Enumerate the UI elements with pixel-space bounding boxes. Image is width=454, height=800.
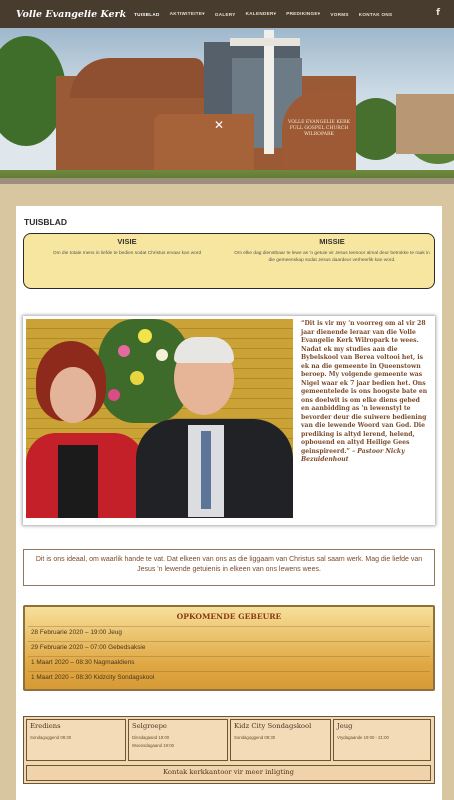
ideal-statement: Dit is ons ideaal, om waarlik hande te vat. Dat elkeen van ons as die liggaam van Christus sal saam werk. Mag die liefde van Jesus 'n lewende getuienis in elkeen van ons lewens wees. bbox=[35, 556, 423, 573]
church-sign bbox=[288, 120, 350, 138]
service-time: Dinsdagaand 19:00 bbox=[132, 735, 170, 740]
chevron-down-icon: ▾ bbox=[273, 11, 277, 16]
service-time: Woensdagaand 19:00 bbox=[132, 743, 174, 748]
flower bbox=[156, 349, 168, 361]
neighbor-building bbox=[396, 94, 454, 154]
service-title: Erediens bbox=[30, 722, 61, 730]
service-title: Selgroepe bbox=[132, 722, 167, 730]
woman-face bbox=[50, 367, 96, 423]
event-item[interactable]: 1 Maart 2020 – 08:30 Nagmaaldiens bbox=[31, 659, 135, 666]
flower bbox=[138, 329, 152, 343]
service-kidz-city bbox=[230, 719, 331, 761]
site-logo[interactable]: Volle Evangelie Kerk bbox=[16, 8, 127, 20]
pastor-feature bbox=[23, 316, 435, 525]
dove-fish-emblem-icon: ✕ bbox=[213, 118, 225, 132]
nav-item-label: PREDIKINGE bbox=[286, 11, 318, 16]
events-title: OPKOMENDE GEBEURE bbox=[176, 612, 282, 621]
main-content bbox=[16, 206, 442, 800]
ideal-statement-box bbox=[23, 549, 435, 586]
cross-icon bbox=[264, 30, 274, 154]
vision-column bbox=[30, 237, 224, 257]
service-time: Sondagoggend 08:30 bbox=[30, 735, 72, 740]
service-jeug bbox=[333, 719, 431, 761]
pastor-quote bbox=[301, 320, 429, 465]
event-item[interactable]: 1 Maart 2020 – 08:30 Kidzcity Sondagskool bbox=[31, 674, 155, 681]
service-erediens bbox=[26, 719, 126, 761]
service-time: Sondagoggend 08:30 bbox=[234, 735, 276, 740]
flower bbox=[108, 389, 120, 401]
event-item[interactable]: 29 Februarie 2020 – 07:00 Gebedsaksie bbox=[31, 644, 146, 651]
service-title: Jeug bbox=[337, 722, 353, 730]
service-times-box bbox=[23, 716, 435, 784]
nav-item-label: AKTIWITEITE bbox=[169, 11, 203, 16]
divider bbox=[28, 671, 430, 672]
nav-item-kontak-ons[interactable]: KONTAK ONS bbox=[358, 11, 393, 17]
facebook-icon[interactable]: f bbox=[436, 8, 440, 18]
nav-item-tuisblad[interactable]: TUISBLAD bbox=[134, 11, 160, 17]
chevron-down-icon: ▾ bbox=[202, 11, 205, 16]
flower bbox=[130, 371, 144, 385]
road bbox=[0, 178, 454, 184]
pastor-quote-text: “Dit is vir my 'n voorreg om al vir 28 jaar dienende leraar van die Volle Evangelie Kerk Wilropark te wees. Nadat ek my studies aan die Bybelskool van Berea voltooi het, is ek na die gemeente in Queenstown beroep. My volgende gemeente was Nigel waar ek 7 jaar bedien het. Ons gemeentelede is ons hoogste bate en ons doelwit is om elke diens gebed en aanbidding as 'n lewenstyl te bevorder deur die suiwere bediening van die lewende Woord van God. Die prediking is altyd lerend, helend, opbouend en altyd Heilige Gees geinspireerd.” – bbox=[301, 320, 428, 455]
page-title: TUISBLAD bbox=[24, 217, 67, 227]
sign-line: FULL GOSPEL CHURCH bbox=[289, 126, 349, 131]
pastor-quote-author: Pastoor Nicky Bezuidenhout bbox=[301, 447, 405, 463]
sign-line: WILROPARK bbox=[304, 132, 334, 137]
contact-office-button[interactable]: Kontak kerkkantoor vir meer inligting bbox=[26, 765, 431, 781]
nav-item-galery[interactable]: GALERY bbox=[214, 11, 236, 17]
nav-item-kalender[interactable] bbox=[246, 11, 277, 17]
service-title: Kidz City Sondagskool bbox=[234, 722, 312, 730]
hero-church-image bbox=[0, 28, 454, 184]
vision-text: Om die totale mens in liefde te bedien sodat Christus ervaar kan word bbox=[52, 251, 202, 256]
cross-beam bbox=[230, 38, 300, 46]
upcoming-events-box bbox=[23, 605, 435, 691]
church-roof bbox=[70, 58, 204, 98]
main-menu bbox=[134, 0, 402, 28]
service-time: Vrydagaande 19:00 - 21:00 bbox=[337, 735, 389, 740]
nav-item-vorms[interactable]: VORMS bbox=[330, 11, 349, 17]
woman-top bbox=[58, 445, 98, 518]
nav-item-aktiwiteite[interactable] bbox=[170, 11, 205, 17]
nav-item-predikinge[interactable] bbox=[286, 11, 320, 17]
sign-line: VOLLE EVANGELIE KERK bbox=[288, 120, 350, 125]
event-item[interactable]: 28 Februarie 2020 – 19:00 Jeug bbox=[31, 629, 122, 636]
divider bbox=[28, 641, 430, 642]
divider bbox=[28, 656, 430, 657]
mission-column bbox=[234, 237, 430, 264]
service-selgroepe bbox=[128, 719, 228, 761]
man-hair bbox=[174, 337, 234, 363]
man-tie bbox=[201, 431, 211, 509]
mission-heading: MISSIE bbox=[319, 237, 345, 246]
nav-item-label: KALENDER bbox=[245, 11, 274, 16]
vision-mission-box bbox=[23, 233, 435, 289]
top-navbar bbox=[0, 0, 454, 28]
vision-heading: VISIE bbox=[117, 237, 137, 246]
divider bbox=[28, 626, 430, 627]
pastor-couple-photo bbox=[26, 319, 293, 518]
chevron-down-icon: ▾ bbox=[317, 11, 321, 16]
mission-text: Om elke dag dienstbaar te lewe as 'n getuie vir Jesus teenoor almal deur betrokke te raak in die gemeenskap sodat Jesus daardeur verheerlik kan word. bbox=[234, 251, 430, 263]
flower bbox=[118, 345, 130, 357]
